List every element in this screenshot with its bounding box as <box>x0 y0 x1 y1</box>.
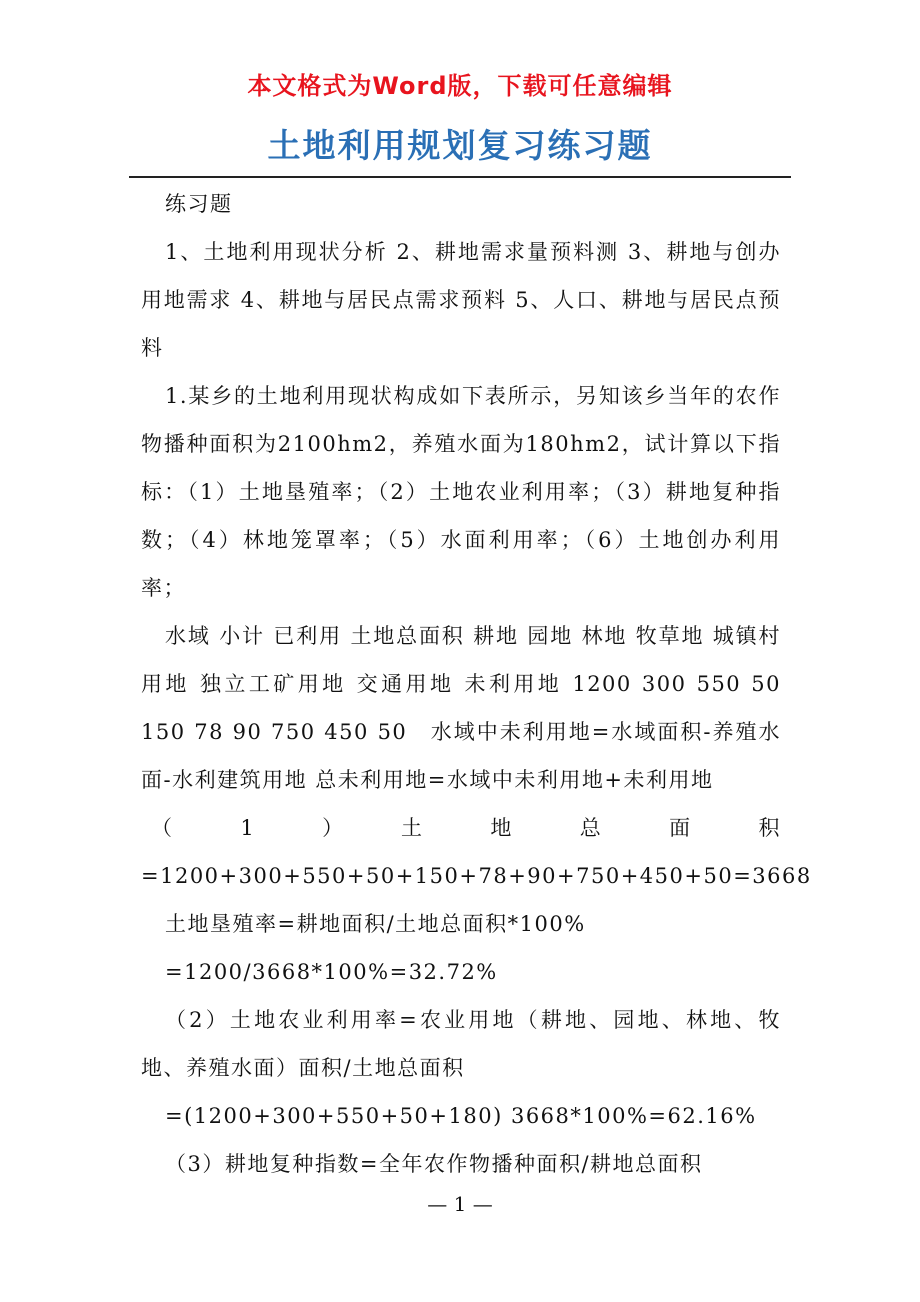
cultivation-rate-formula: 土地垦殖率=耕地面积/土地总面积*100% <box>165 912 586 936</box>
document-body <box>141 180 812 1188</box>
cultivation-rate-calc: =1200/3668*100%=32.72% <box>165 960 498 984</box>
land-use-table-text: 水域 小计 已利用 土地总面积 耕地 园地 林地 牧草地 城镇村用地 独立工矿用地 交通用地 未利用地 1200 300 550 50 150 78 90 750 450 50 水域中未利用地=水域面积-养殖水面-水利建筑用地 总未利用地=水域中未利用地+未利用地 <box>141 624 781 792</box>
section-heading: 练习题 <box>165 192 233 216</box>
download-banner: 本文格式为Word版，下载可任意编辑 <box>247 72 673 100</box>
multiple-cropping-formula: （3）耕地复种指数=全年农作物播种面积/耕地总面积 <box>165 1152 703 1176</box>
document-title: 土地利用规划复习练习题 <box>267 126 653 165</box>
answer-1-calc: =1200+300+550+50+150+78+90+750+450+50=3668 <box>141 864 812 888</box>
agri-use-rate-formula: （2）土地农业利用率=农业用地（耕地、园地、林地、牧地、养殖水面）面积/土地总面积 <box>141 1008 781 1080</box>
title-divider <box>129 176 791 178</box>
agri-use-rate-calc: =(1200+300+550+50+180) 3668*100%=62.16% <box>165 1104 757 1128</box>
answer-1-label: （ 1 ） 土 地 总 面 积 <box>151 816 781 840</box>
page-number: — 1 — <box>427 1192 493 1216</box>
question-1: 1.某乡的土地利用现状构成如下表所示，另知该乡当年的农作物播种面积为2100hm2，养殖水面为180hm2，试计算以下指标：（1）土地垦殖率；（2）土地农业利用率；（3）耕地复种指数；（4）林地笼罩率；（5）水面利用率；（6）土地创办利用率； <box>141 384 781 600</box>
topic-list: 1、土地利用现状分析 2、耕地需求量预料测 3、耕地与创办用地需求 4、耕地与居民点需求预料 5、人口、耕地与居民点预料 <box>141 240 781 360</box>
